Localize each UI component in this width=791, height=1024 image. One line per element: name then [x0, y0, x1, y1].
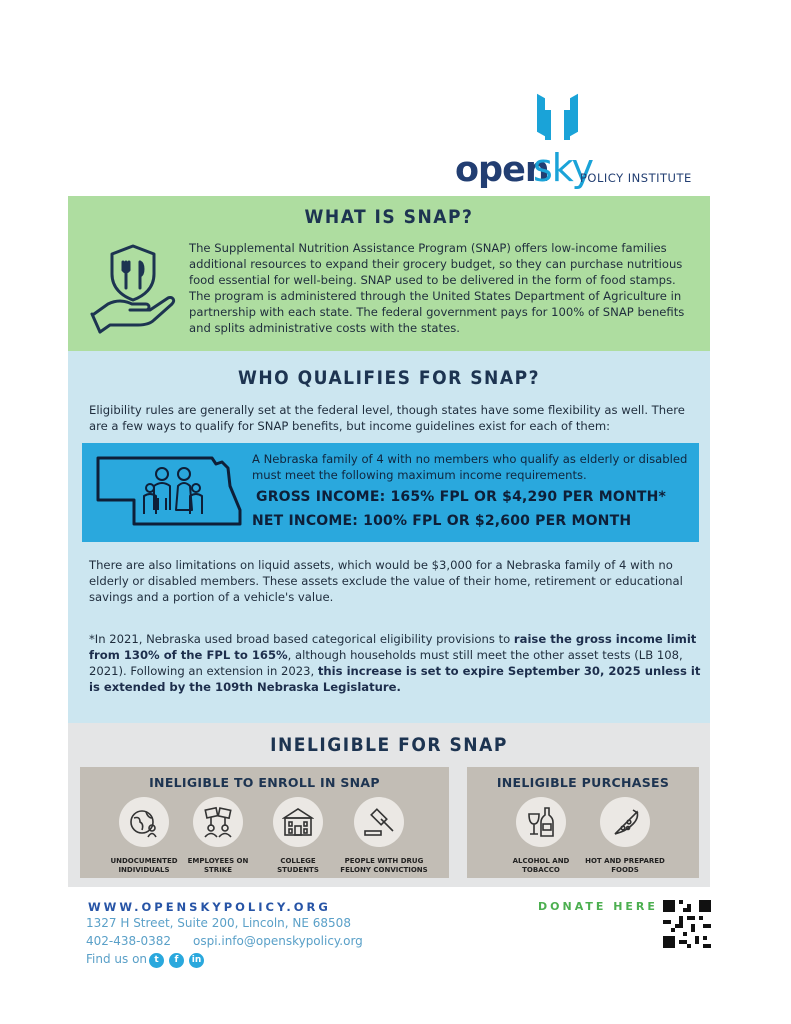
purchase-label-1: HOT AND PREPARED FOODS — [585, 857, 665, 874]
logo-subtitle: POLICY INSTITUTE — [580, 171, 692, 185]
email-link[interactable]: ospi.info@openskypolicy.org — [193, 934, 363, 948]
globe-person-icon — [119, 797, 169, 847]
what-heading: WHAT IS SNAP? — [304, 206, 474, 228]
address-text: 1327 H Street, Suite 200, Lincoln, NE 68508 — [86, 916, 351, 930]
gross-income-line: GROSS INCOME: 165% FPL OR $4,290 PER MONTH* — [256, 489, 667, 505]
what-body: The Supplemental Nutrition Assistance Program (SNAP) offers low-income families additional resources to expand their grocery budget, so they can purchase nutritious food essential for well-being. SNAP used to be delivered in the form of food stamps. The program is administered through the United States Department of Agriculture in partnership with each state. The federal government pays for 100% of SNAP benefits and splits administrative costs with the states. — [189, 241, 685, 335]
purchase-title: INELIGIBLE PURCHASES — [496, 775, 670, 790]
donate-link[interactable]: DONATE HERE — [538, 900, 658, 913]
wine-bottle-icon — [516, 797, 566, 847]
who-heading: WHO QUALIFIES FOR SNAP? — [237, 367, 541, 389]
assets-paragraph: There are also limitations on liquid assets, which would be $3,000 for a Nebraska family of 4 with no elderly or disabled members. These assets exclude the value of their home, retirement or educational savings and a portion of a vehicle's value. — [89, 558, 683, 604]
enroll-title: INELIGIBLE TO ENROLL IN SNAP — [149, 775, 380, 790]
college-building-icon — [273, 797, 323, 847]
enroll-label-3: PEOPLE WITH DRUG FELONY CONVICTIONS — [340, 857, 428, 874]
purchase-label-0: ALCOHOL AND TOBACCO — [512, 857, 570, 874]
linkedin-icon[interactable]: in — [189, 953, 204, 968]
phone-text: 402-438-0382 — [86, 934, 172, 948]
twitter-icon[interactable]: t — [149, 953, 164, 968]
logo — [0, 0, 791, 190]
strike-sign-icon — [193, 797, 243, 847]
facebook-icon[interactable]: f — [169, 953, 184, 968]
footnote-paragraph: *In 2021, Nebraska used broad based categorical eligibility provisions to raise the gross income limit from 130% of the FPL to 165%, although households must still meet the other asset tests (LB 108, 2021). Following an extension in 2023, this increase is set to expire September 30, 2025 unless it is extended by the 109th Nebraska Legislature. — [89, 632, 701, 694]
hand-shield-icon — [88, 240, 178, 335]
enroll-label-1: EMPLOYEES ON STRIKE — [187, 857, 249, 874]
logo-sky-text: sky — [533, 146, 593, 190]
logo-open-text: open — [455, 150, 549, 190]
gavel-icon — [354, 797, 404, 847]
callout-text: A Nebraska family of 4 with no members who qualify as elderly or disabled must meet the following maximum income requirements. — [252, 452, 688, 482]
qr-code-icon[interactable] — [663, 900, 711, 948]
enroll-label-2: COLLEGE STUDENTS — [277, 857, 319, 874]
pizza-icon — [600, 797, 650, 847]
website-link[interactable]: WWW.OPENSKYPOLICY.ORG — [88, 900, 331, 914]
nebraska-family-icon — [94, 450, 244, 530]
find-us-text: Find us on — [86, 952, 148, 966]
enroll-label-0: UNDOCUMENTED INDIVIDUALS — [110, 857, 178, 874]
who-intro: Eligibility rules are generally set at the federal level, though states have some flexibility as well. There are a few ways to qualify for SNAP benefits, but income guidelines exist for each of them: — [89, 403, 685, 433]
net-income-line: NET INCOME: 100% FPL OR $2,600 PER MONTH — [252, 513, 632, 529]
ineligible-heading: INELIGIBLE FOR SNAP — [270, 734, 508, 756]
